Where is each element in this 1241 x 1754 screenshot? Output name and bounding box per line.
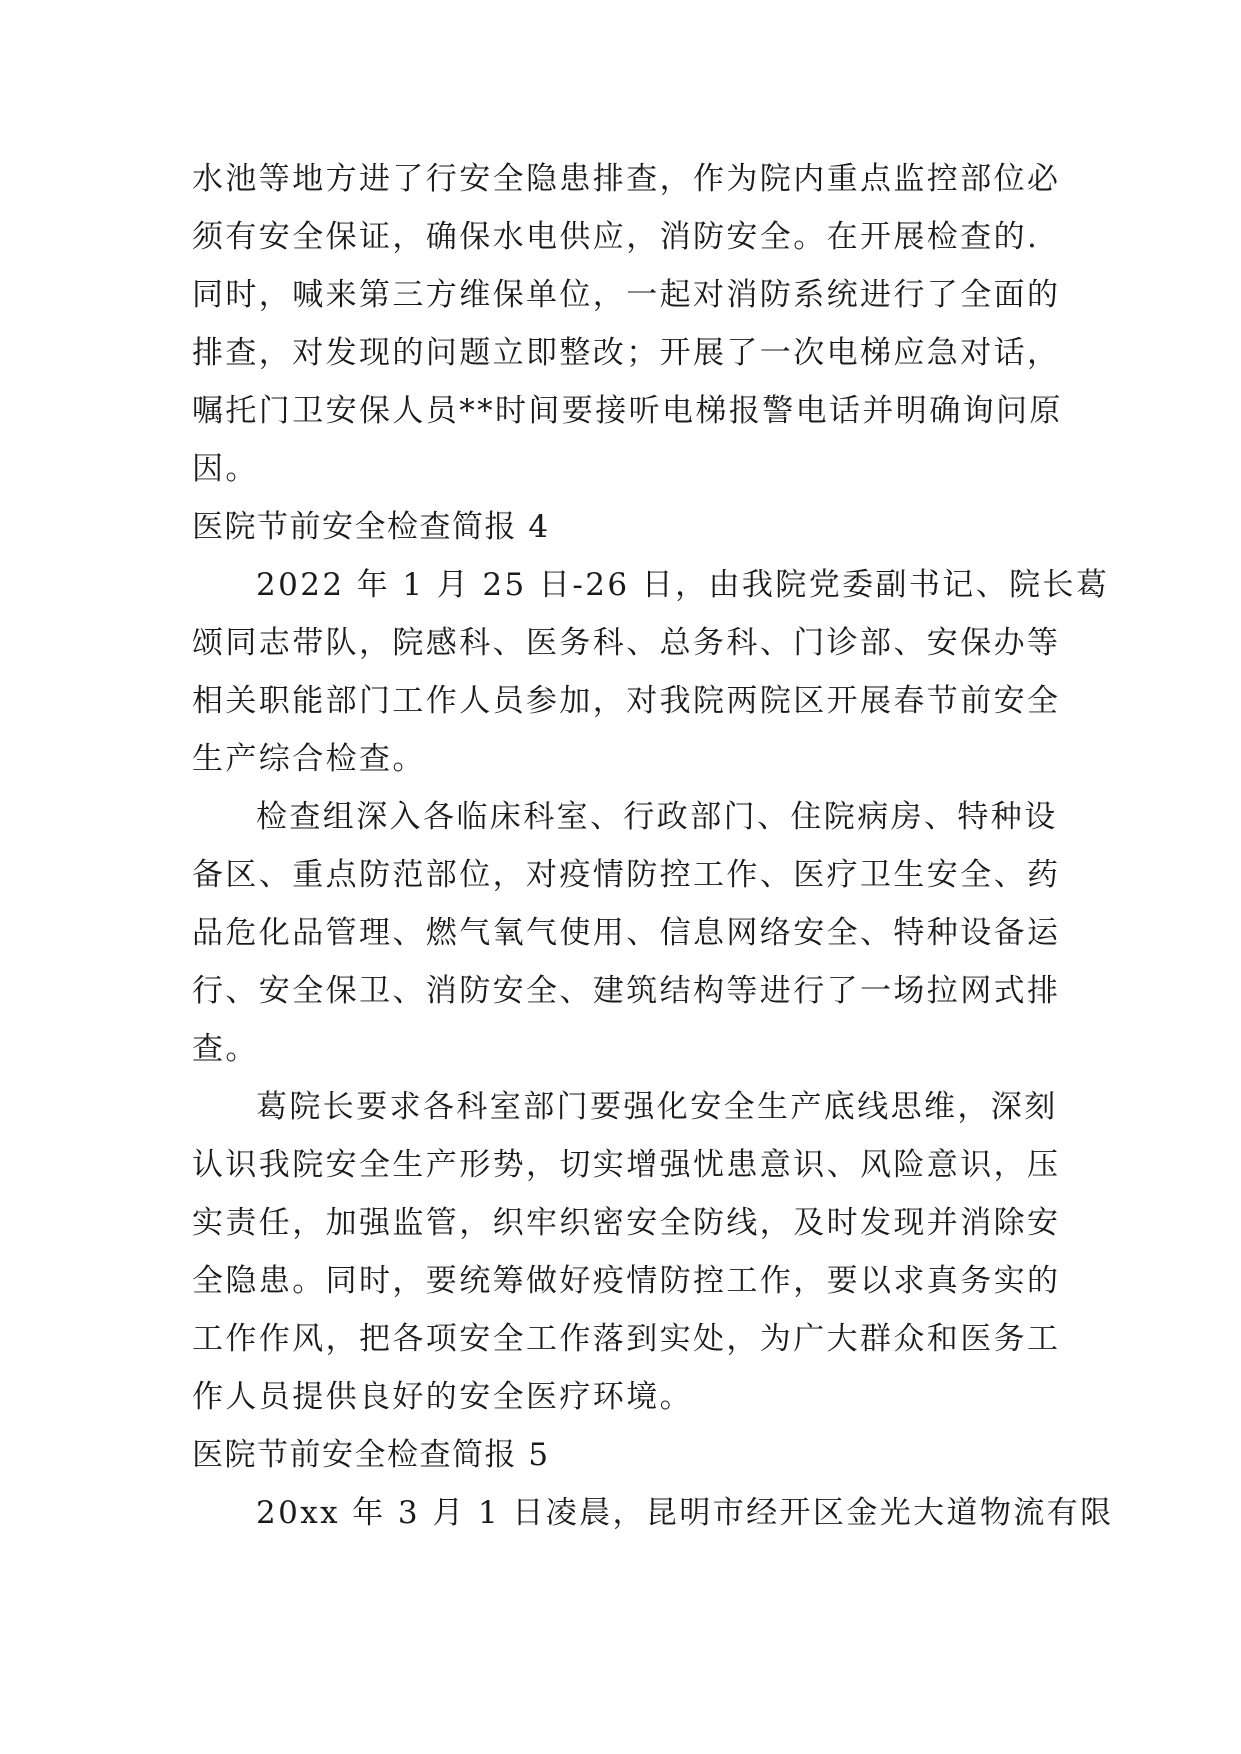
paragraph-first-line: 葛院长要求各科室部门要强化安全生产底线思维，深刻 [256,1089,1058,1125]
body-line: 行、安全保卫、消防安全、建筑结构等进行了一场拉网式排 [192,973,1061,1009]
body-line: 查。 [192,1031,259,1067]
body-line: 排查，对发现的问题立即整改；开展了一次电梯应急对话， [192,335,1061,371]
body-line: 认识我院安全生产形势，切实增强忧患意识、风险意识，压 [192,1147,1061,1183]
body-line: 全隐患。同时，要统筹做好疫情防控工作，要以求真务实的 [192,1263,1061,1299]
paragraph-first-line: 2022 年 1 月 25 日-26 日，由我院党委副书记、院长葛 [256,567,1110,603]
body-line: 作人员提供良好的安全医疗环境。 [192,1379,693,1415]
body-line: 工作作风，把各项安全工作落到实处，为广大群众和医务工 [192,1321,1061,1357]
paragraph-first-line: 检查组深入各临床科室、行政部门、住院病房、特种设 [256,799,1058,835]
body-line: 备区、重点防范部位，对疫情防控工作、医疗卫生安全、药 [192,857,1061,893]
body-line: 须有安全保证，确保水电供应，消防安全。在开展检查的. [192,219,1040,255]
body-line: 相关职能部门工作人员参加，对我院两院区开展春节前安全 [192,683,1061,719]
body-line: 实责任，加强监管，织牢织密安全防线，及时发现并消除安 [192,1205,1061,1241]
body-line: 颂同志带队，院感科、医务科、总务科、门诊部、安保办等 [192,625,1061,661]
paragraph-first-line: 20xx 年 3 月 1 日凌晨，昆明市经开区金光大道物流有限 [256,1495,1114,1531]
body-line: 生产综合检查。 [192,741,426,777]
body-line: 因。 [192,451,259,487]
body-line: 水池等地方进了行安全隐患排查，作为院内重点监控部位必 [192,161,1061,197]
body-line: 同时，喊来第三方维保单位，一起对消防系统进行了全面的 [192,277,1061,313]
document-body [192,150,1114,1542]
body-line: 嘱托门卫安保人员**时间要接听电梯报警电话并明确询问原 [192,393,1063,429]
body-line: 品危化品管理、燃气氧气使用、信息网络安全、特种设备运 [192,915,1061,951]
section-heading: 医院节前安全检查简报 4 [192,509,550,545]
section-heading: 医院节前安全检查简报 5 [192,1437,550,1473]
